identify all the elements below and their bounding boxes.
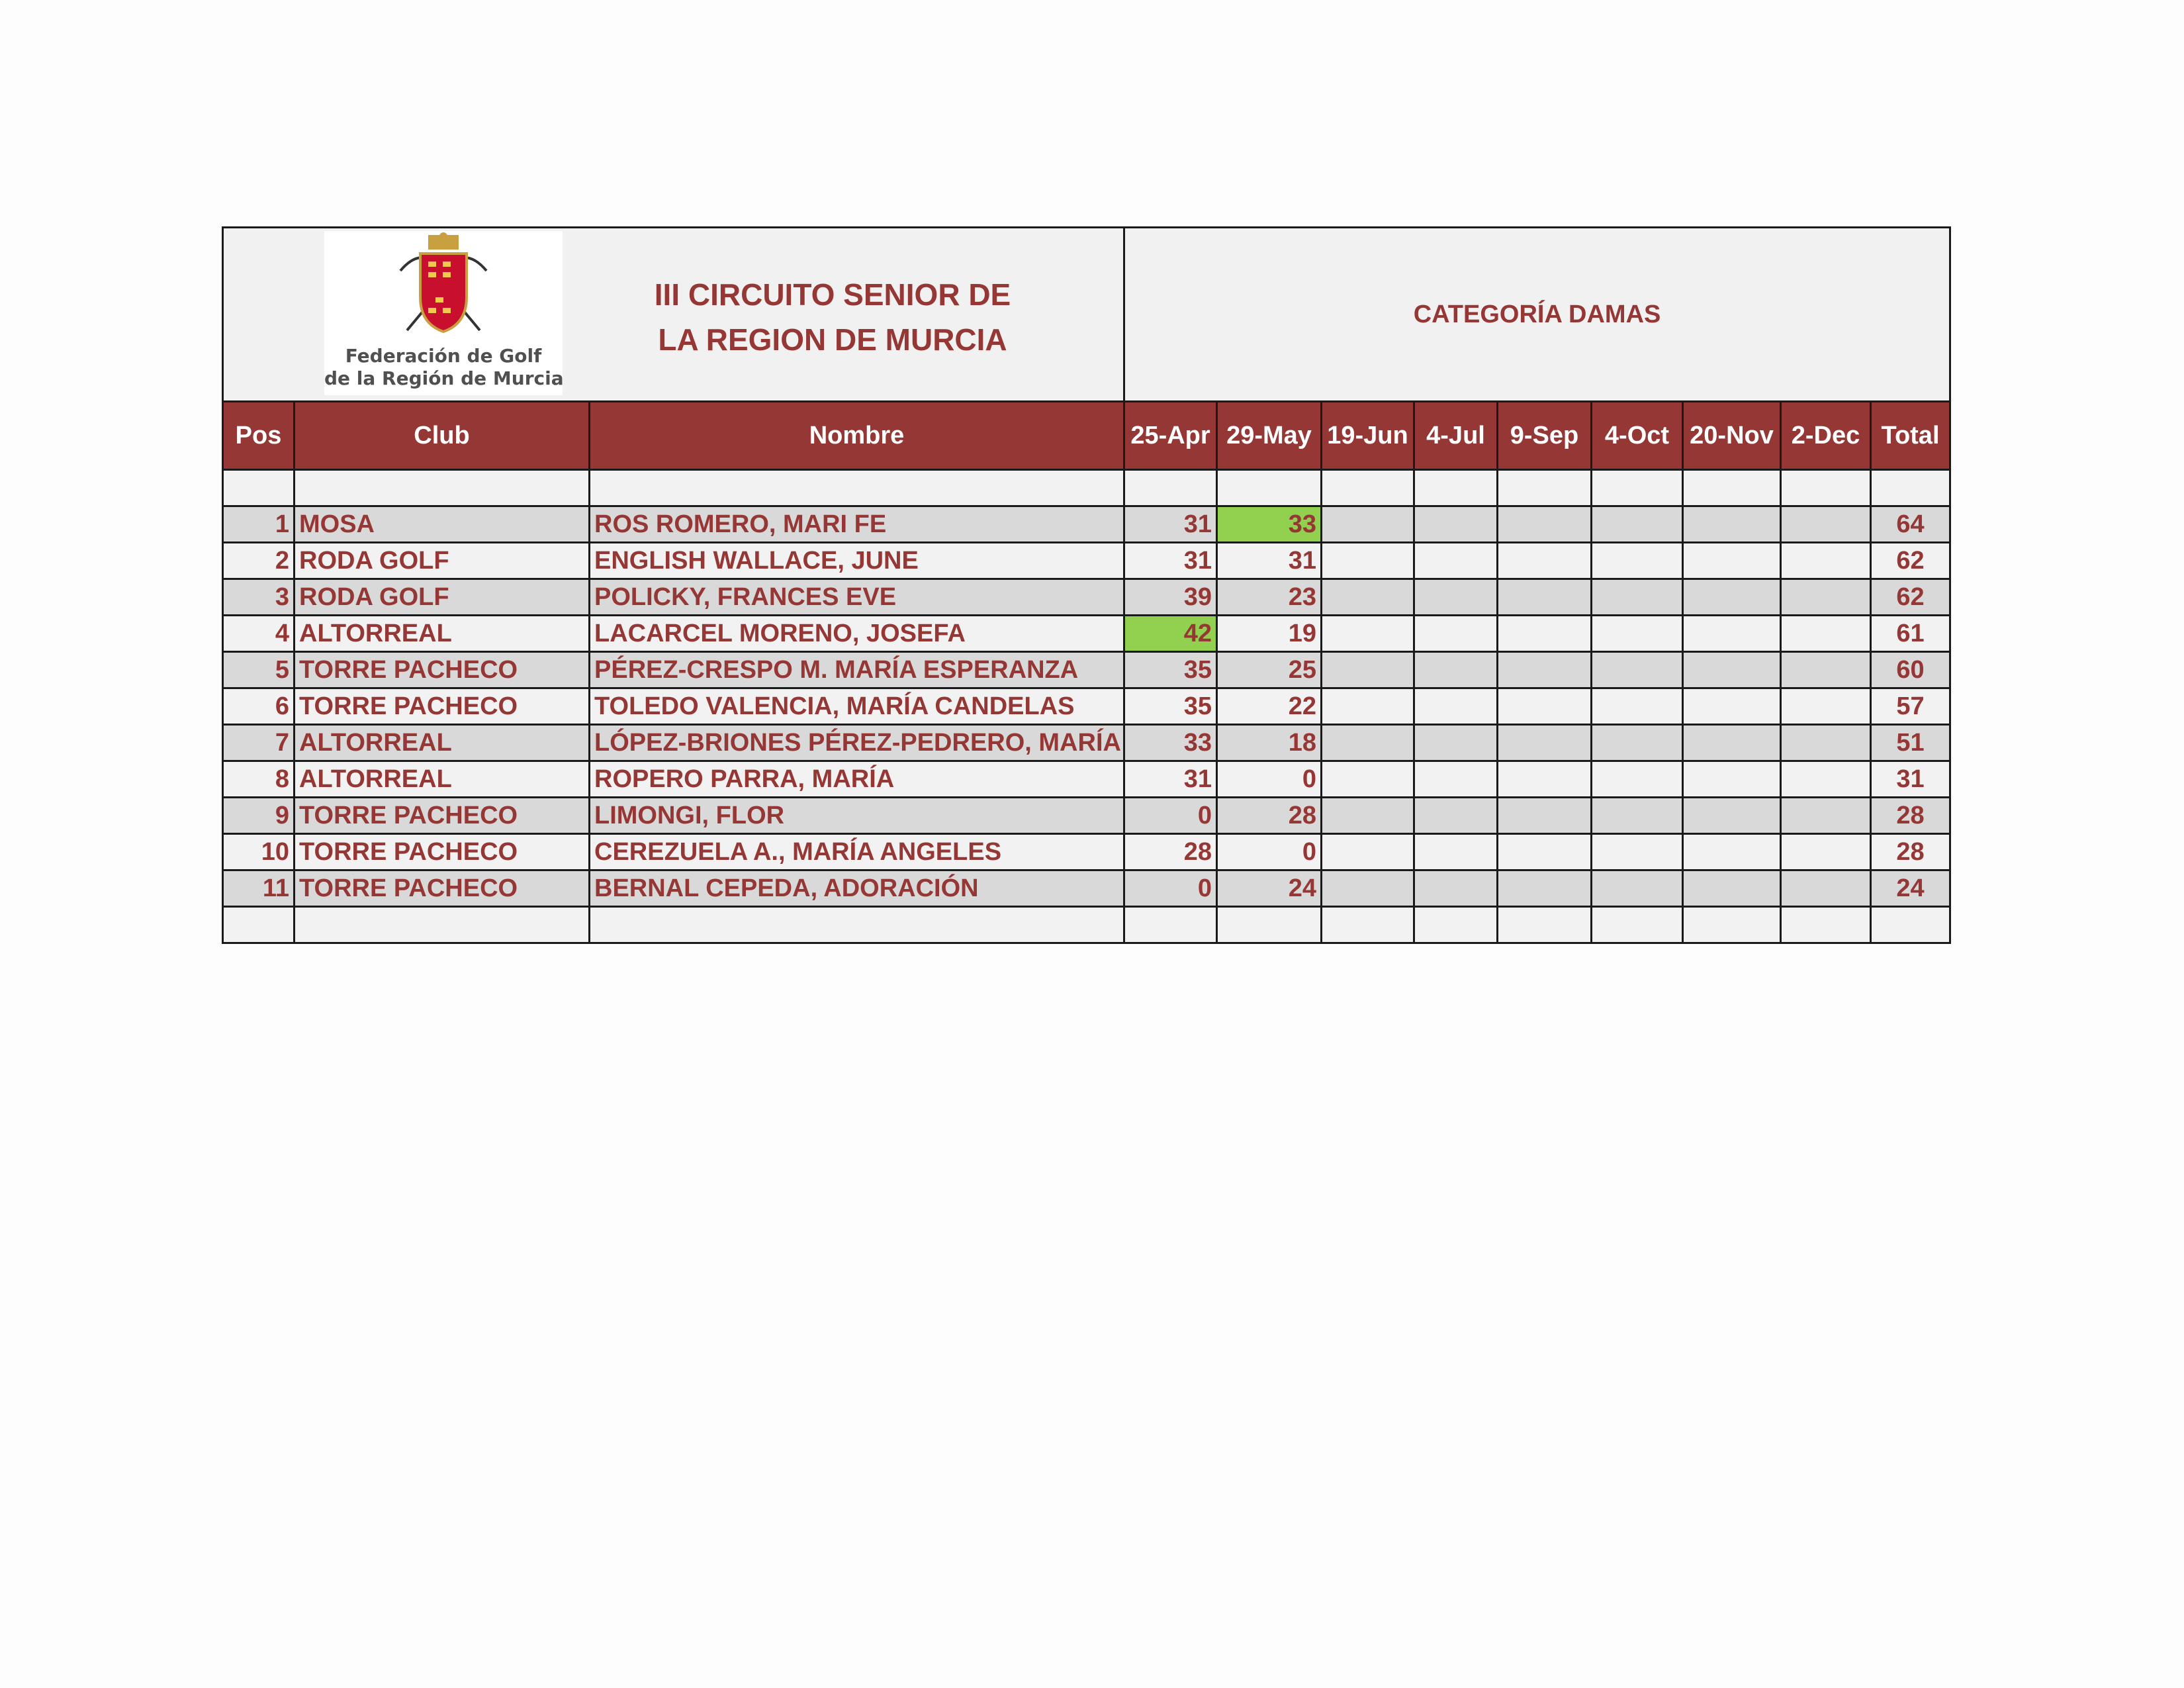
score-cell: 31 [1124,543,1217,579]
total-cell: 31 [1871,761,1950,798]
col-header-round-8: 2-Dec [1781,402,1871,470]
empty-score-cell [1592,543,1683,579]
empty-score-cell [1414,579,1498,616]
pos-cell: 10 [223,834,295,870]
title-line-1: III CIRCUITO SENIOR DE [654,277,1011,312]
table-row [223,616,1950,652]
pos-cell: 7 [223,725,295,761]
nombre-cell: PÉREZ-CRESPO M. MARÍA ESPERANZA [590,652,1124,688]
empty-score-cell [1781,834,1871,870]
empty-score-cell [1414,652,1498,688]
score-cell: 35 [1124,652,1217,688]
empty-score-cell [1683,579,1781,616]
empty-score-cell [1781,616,1871,652]
col-header-round-2: 29-May [1217,402,1322,470]
nombre-cell: TOLEDO VALENCIA, MARÍA CANDELAS [590,688,1124,725]
spacer-row [223,470,1950,506]
empty-score-cell [1683,506,1781,543]
logo-line-2: de la Región de Murcia [324,367,564,389]
score-cell: 18 [1217,725,1322,761]
club-cell: TORRE PACHECO [295,870,590,907]
empty-score-cell [1498,616,1592,652]
total-cell: 57 [1871,688,1950,725]
empty-score-cell [1592,506,1683,543]
col-header-round-5: 9-Sep [1498,402,1592,470]
logo-line-1: Federación de Golf [345,345,542,367]
empty-score-cell [1781,725,1871,761]
table-row [223,870,1950,907]
empty-score-cell [1683,725,1781,761]
empty-score-cell [1498,870,1592,907]
total-cell: 51 [1871,725,1950,761]
empty-score-cell [1683,798,1781,834]
total-cell: 28 [1871,798,1950,834]
score-cell: 22 [1217,688,1322,725]
pos-cell: 4 [223,616,295,652]
pos-cell: 11 [223,870,295,907]
empty-score-cell [1322,870,1414,907]
score-cell: 31 [1217,543,1322,579]
col-header-round-4: 4-Jul [1414,402,1498,470]
nombre-cell: ROS ROMERO, MARI FE [590,506,1124,543]
empty-score-cell [1781,798,1871,834]
club-cell: TORRE PACHECO [295,652,590,688]
empty-score-cell [1781,543,1871,579]
empty-score-cell [1322,652,1414,688]
title-line-2: LA REGION DE MURCIA [658,322,1007,357]
nombre-cell: LIMONGI, FLOR [590,798,1124,834]
pos-cell: 1 [223,506,295,543]
empty-score-cell [1414,761,1498,798]
empty-score-cell [1498,761,1592,798]
empty-score-cell [1592,579,1683,616]
table-row [223,725,1950,761]
score-cell: 0 [1124,798,1217,834]
empty-score-cell [1592,688,1683,725]
empty-score-cell [1592,761,1683,798]
nombre-cell: CEREZUELA A., MARÍA ANGELES [590,834,1124,870]
total-cell: 24 [1871,870,1950,907]
col-header-club: Club [295,402,590,470]
spacer-row [223,907,1950,943]
club-cell: ALTORREAL [295,761,590,798]
empty-score-cell [1592,652,1683,688]
federation-logo [324,231,563,395]
empty-score-cell [1683,761,1781,798]
score-cell: 25 [1217,652,1322,688]
empty-score-cell [1322,834,1414,870]
empty-score-cell [1414,688,1498,725]
score-cell: 28 [1124,834,1217,870]
club-cell: RODA GOLF [295,543,590,579]
table-row [223,506,1950,543]
col-header-round-1: 25-Apr [1124,402,1217,470]
col-header-total: Total [1871,402,1950,470]
empty-score-cell [1592,870,1683,907]
standings-table [222,226,1951,944]
empty-score-cell [1592,798,1683,834]
empty-score-cell [1498,579,1592,616]
empty-score-cell [1414,506,1498,543]
score-cell: 0 [1124,870,1217,907]
club-cell: TORRE PACHECO [295,798,590,834]
empty-score-cell [1781,652,1871,688]
pos-cell: 5 [223,652,295,688]
club-cell: TORRE PACHECO [295,688,590,725]
empty-score-cell [1414,834,1498,870]
score-cell: 31 [1124,506,1217,543]
empty-score-cell [1498,652,1592,688]
empty-score-cell [1322,688,1414,725]
empty-score-cell [1781,579,1871,616]
table-row [223,543,1950,579]
total-cell: 61 [1871,616,1950,652]
empty-score-cell [1322,543,1414,579]
empty-score-cell [1592,616,1683,652]
empty-score-cell [1781,688,1871,725]
empty-score-cell [1414,725,1498,761]
empty-score-cell [1322,725,1414,761]
empty-score-cell [1414,870,1498,907]
score-cell: 31 [1124,761,1217,798]
page-title [581,272,1084,362]
table-row [223,652,1950,688]
pos-cell: 3 [223,579,295,616]
nombre-cell: POLICKY, FRANCES EVE [590,579,1124,616]
nombre-cell: LÓPEZ-BRIONES PÉREZ-PEDRERO, MARÍA [590,725,1124,761]
col-header-round-3: 19-Jun [1322,402,1414,470]
empty-score-cell [1322,798,1414,834]
empty-score-cell [1322,579,1414,616]
empty-score-cell [1498,543,1592,579]
col-header-pos: Pos [223,402,295,470]
pos-cell: 2 [223,543,295,579]
category-label: CATEGORÍA DAMAS [1124,228,1950,402]
empty-score-cell [1498,506,1592,543]
score-cell: 24 [1217,870,1322,907]
empty-score-cell [1498,834,1592,870]
table-row [223,688,1950,725]
nombre-cell: BERNAL CEPEDA, ADORACIÓN [590,870,1124,907]
club-cell: ALTORREAL [295,725,590,761]
total-cell: 64 [1871,506,1950,543]
score-cell-best: 42 [1124,616,1217,652]
nombre-cell: ROPERO PARRA, MARÍA [590,761,1124,798]
score-cell: 0 [1217,834,1322,870]
score-cell: 35 [1124,688,1217,725]
total-cell: 62 [1871,579,1950,616]
score-cell: 19 [1217,616,1322,652]
table-row [223,761,1950,798]
banner-title-cell [223,228,1124,402]
score-cell: 39 [1124,579,1217,616]
empty-score-cell [1683,834,1781,870]
empty-score-cell [1781,761,1871,798]
col-header-round-6: 4-Oct [1592,402,1683,470]
empty-score-cell [1683,870,1781,907]
col-header-nombre: Nombre [590,402,1124,470]
empty-score-cell [1322,616,1414,652]
club-cell: MOSA [295,506,590,543]
empty-score-cell [1498,688,1592,725]
empty-score-cell [1322,506,1414,543]
empty-score-cell [1592,834,1683,870]
standings-sheet [222,226,1949,944]
header-row [223,402,1950,470]
table-row [223,798,1950,834]
empty-score-cell [1781,506,1871,543]
col-header-round-7: 20-Nov [1683,402,1781,470]
empty-score-cell [1498,725,1592,761]
club-cell: RODA GOLF [295,579,590,616]
table-row [223,834,1950,870]
score-cell: 33 [1124,725,1217,761]
banner-row [223,228,1950,402]
club-cell: ALTORREAL [295,616,590,652]
empty-score-cell [1414,798,1498,834]
total-cell: 28 [1871,834,1950,870]
score-cell-best: 33 [1217,506,1322,543]
empty-score-cell [1683,616,1781,652]
empty-score-cell [1414,543,1498,579]
table-row [223,579,1950,616]
club-cell: TORRE PACHECO [295,834,590,870]
empty-score-cell [1683,652,1781,688]
nombre-cell: LACARCEL MORENO, JOSEFA [590,616,1124,652]
score-cell: 0 [1217,761,1322,798]
empty-score-cell [1498,798,1592,834]
score-cell: 28 [1217,798,1322,834]
empty-score-cell [1683,543,1781,579]
empty-score-cell [1683,688,1781,725]
pos-cell: 9 [223,798,295,834]
score-cell: 23 [1217,579,1322,616]
pos-cell: 8 [223,761,295,798]
total-cell: 60 [1871,652,1950,688]
nombre-cell: ENGLISH WALLACE, JUNE [590,543,1124,579]
empty-score-cell [1781,870,1871,907]
total-cell: 62 [1871,543,1950,579]
empty-score-cell [1322,761,1414,798]
empty-score-cell [1414,616,1498,652]
empty-score-cell [1592,725,1683,761]
pos-cell: 6 [223,688,295,725]
coat-of-arms-icon [387,231,500,344]
